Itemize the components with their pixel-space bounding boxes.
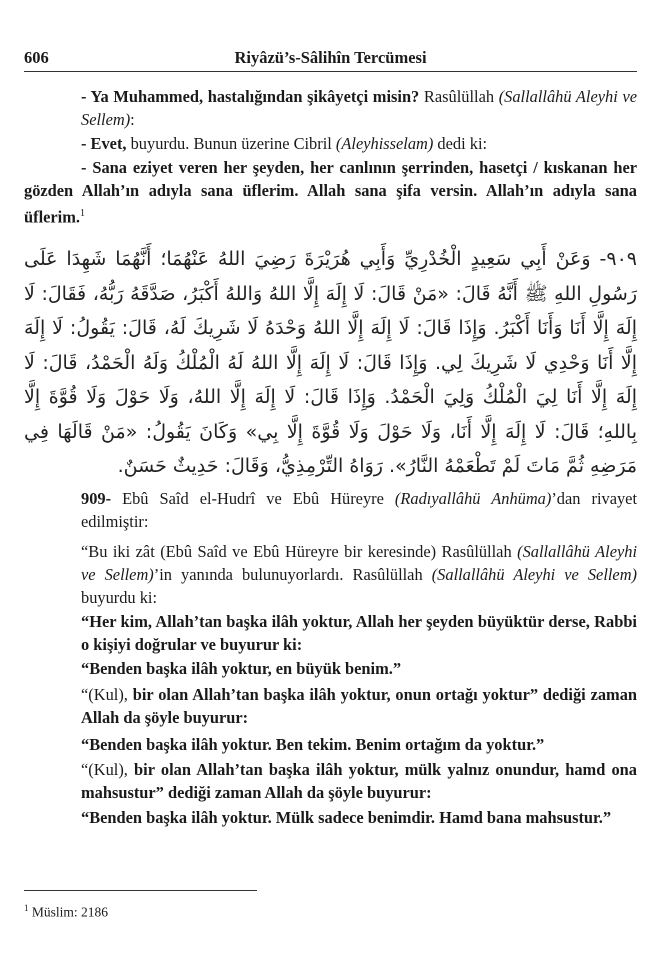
translation-paragraph-4: “Benden başka ilâh yoktur, en büyük benim.” [81, 659, 402, 678]
translation-paragraph-7: “(Kul), bir olan Allah’tan başka ilâh yoktur, mülk yalnız onundur, hamd ona mahsustur” dediği zaman Allah da şöyle buyurur: [81, 760, 637, 802]
arabic-hadith-text: ٩٠٩- وَعَنْ أَبِي سَعِيدٍ الْخُدْرِيِّ وَأَبِي هُرَيْرَةَ رَضِيَ اللهُ عَنْهُمَا؛ أَنَّهُمَا شَهِدَا عَلَى رَسُولِ اللهِ ﷺ أَنَّهُ قَالَ: «مَنْ قَالَ: لَا إِلَهَ إِلَّا اللهُ وَاللهُ أَكْبَرُ، صَدَّقَهُ رَبُّهُ، فَقَالَ: لَا إِلَهَ إِلَّا أَنَا وَأَنَا أَكْبَرُ. وَإِذَا قَالَ: لَا إِلَهَ إِلَّا اللهُ وَحْدَهُ لَا شَرِيكَ لَهُ، قَالَ: يَقُولُ: لَا إِلَهَ إِلَّا أَنَا وَحْدِي لَا شَرِيكَ لِي. وَإِذَا قَالَ: لَا إِلَهَ إِلَّا اللهُ لَهُ الْمُلْكُ وَلَهُ الْحَمْدُ، قَالَ: لَا إِلَهَ إِلَّا أَنَا لِيَ الْمُلْكُ وَلِيَ الْحَمْدُ. وَإِذَا قَالَ: لَا إِلَهَ إِلَّا اللهُ، وَلَا حَوْلَ وَلَا قُوَّةَ إِلَّا بِاللهِ؛ قَالَ: لَا إِلَهَ إِلَّا أَنَا، وَلَا حَوْلَ وَلَا قُوَّةَ إِلَّا بِي» وَكَانَ يَقُولُ: «مَنْ قَالَهَا فِي مَرَضِهِ ثُمَّ مَاتَ لَمْ تَطْعَمْهُ النَّارُ». رَوَاهُ التِّرْمِذِيُّ، وَقَالَ: حَدِيثٌ حَسَنٌ. [24, 248, 637, 477]
footnote-rule [24, 890, 257, 891]
translation-paragraph-8: “Benden başka ilâh yoktur. Mülk sadece benimdir. Hamd bana mahsustur.” [81, 808, 612, 827]
page-number: 606 [24, 48, 49, 67]
intro-paragraph-1: - Ya Muhammed, hastalığından şikâyetçi misin? Rasûlüllah (Sallallâhü Aleyhi ve Sellem): [81, 87, 637, 129]
header-rule [24, 71, 637, 72]
translation-paragraph-2: “Bu iki zât (Ebû Saîd ve Ebû Hüreyre bir keresinde) Rasûlüllah (Sallallâhü Aleyhi ve Sellem)’in yanında bulunuyorlardı. Rasûlüllah (Sallallâhü Aleyhi ve Sellem) buyurdu ki: [81, 542, 638, 607]
translation-paragraph-1: 909- Ebû Saîd el-Hudrî ve Ebû Hüreyre (Radıyallâhü Anhüma)’dan rivayet edilmiştir: [81, 489, 637, 531]
translation-paragraph-3: “Her kim, Allah’tan başka ilâh yoktur, Allah her şeyden büyüktür derse, Rabbi o kişiyi doğrular ve buyurur ki: [81, 612, 637, 654]
translation-paragraph-5: “(Kul), bir olan Allah’tan başka ilâh yoktur, onun ortağı yoktur” dediği zaman Allah da şöyle buyurur: [81, 685, 637, 727]
footnote-ref: 1 [79, 208, 85, 219]
intro-paragraph-2: - Evet, buyurdu. Bunun üzerine Cibril (Aleyhisselam) dedi ki: [81, 134, 488, 153]
running-title: Riyâzü’s-Sâlihîn Tercümesi [234, 48, 427, 67]
footnote: $^1$ Müslim: 2186 [24, 903, 109, 920]
intro-paragraph-3: - Sana eziyet veren her şeyden, her canlının şerrinden, hasetçi / kıskanan her gözden Allah’ın adıyla sana üflerim. Allah sana şifa versin. Allah’ın adıyla sana üflerim.$^1$ [24, 158, 637, 227]
translation-paragraph-6: “Benden başka ilâh yoktur. Ben tekim. Benim ortağım da yoktur.” [81, 735, 545, 754]
